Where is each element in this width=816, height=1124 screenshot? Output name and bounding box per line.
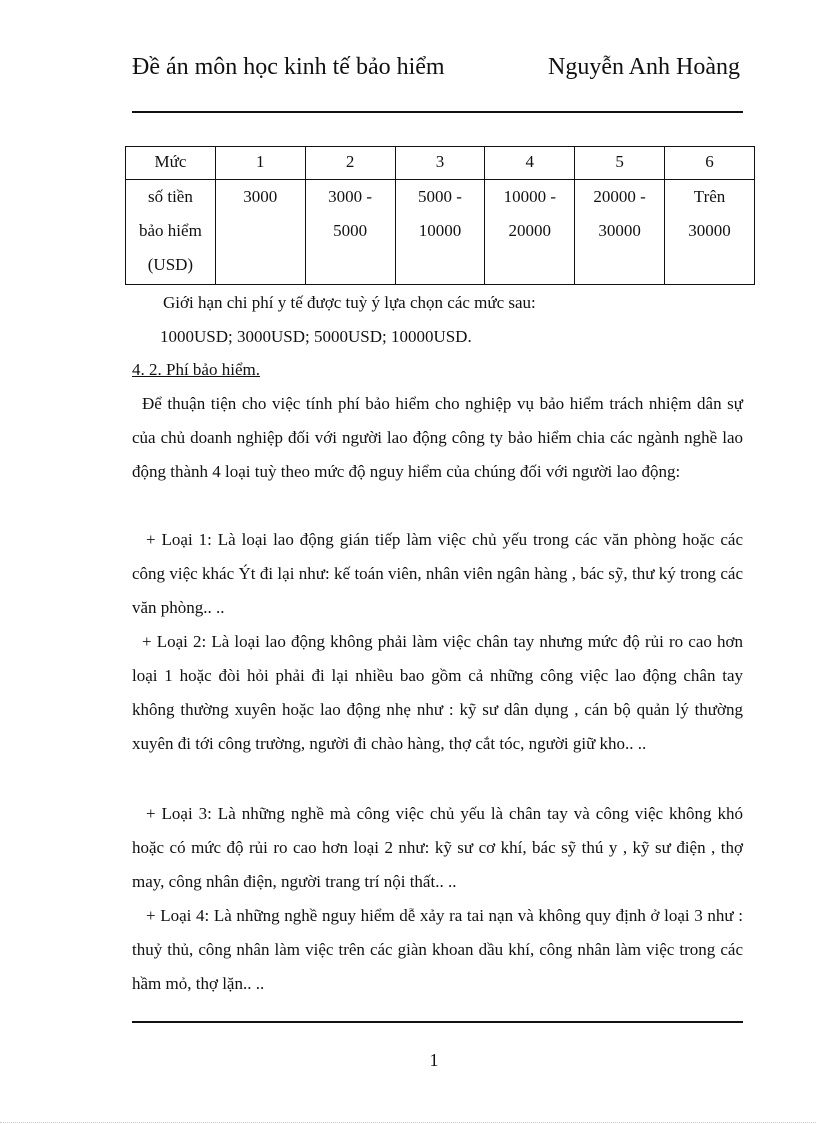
section-title: 4. 2. Phí bảo hiểm. (132, 360, 260, 379)
table-cell (485, 180, 575, 285)
cell-line: 3000 - (328, 187, 373, 206)
cell-line: 5000 (333, 221, 368, 240)
table-header-cell: 1 (215, 147, 305, 180)
type-1-paragraph: + Loại 1: Là loại lao động gián tiếp làm việc chủ yếu trong các văn phòng hoặc các công việc khác Ýt đi lại như: kế toán viên, nhân viên ngân hàng , bác sỹ, thư ký trong các văn phòng.. .. (132, 530, 743, 617)
page-number: 1 (429, 1050, 439, 1070)
coverage-level-table (125, 146, 755, 285)
author-name: Nguyễn Anh Hoàng (548, 54, 740, 80)
table-header-cell: 3 (395, 147, 485, 180)
table-header-cell: 4 (485, 147, 575, 180)
row-label-line: bảo hiểm (139, 221, 202, 240)
cell-line: 20000 (508, 221, 552, 240)
cell-line: Trên (693, 187, 726, 206)
table-header-cell: Mức (126, 147, 216, 180)
table-cell (665, 180, 755, 285)
type-4-paragraph: + Loại 4: Là những nghề nguy hiểm dễ xảy ra tai nạn và không quy định ở loại 3 như : thuỷ thủ, công nhân làm việc trên các giàn khoan dầu khí, công nhân làm việc trong các hầm mỏ, thợ lặn.. .. (132, 906, 743, 993)
type-2-paragraph: + Loại 2: Là loại lao động không phải làm việc chân tay nhưng mức độ rủi ro cao hơn loại 1 hoặc đòi hỏi phải đi lại nhiều bao gồm cả những công việc lao động chân tay không thường xuyên hoặc lao động nhẹ như : kỹ sư dân dụng , cán bộ quản lý thường xuyên đi tới công trường, người đi chào hàng, thợ cắt tóc, người giữ kho.. .. (132, 632, 743, 753)
row-label-line: (USD) (147, 255, 194, 274)
intro-paragraph: Để thuận tiện cho việc tính phí bảo hiểm cho nghiệp vụ bảo hiểm trách nhiệm dân sự của chủ doanh nghiệp đối với người lao động công ty bảo hiểm chia các ngành nghề lao động thành 4 loại tuỳ theo mức độ nguy hiểm của chúng đối với người lao động: (132, 394, 743, 481)
cell-line: 20000 - (593, 187, 646, 206)
table-cell (575, 180, 665, 285)
table-header-cell: 2 (305, 147, 395, 180)
cell-line: 10000 - (503, 187, 556, 206)
cell-line: 10000 (418, 221, 462, 240)
table-cell (215, 180, 305, 285)
table-row (126, 180, 755, 285)
table-cell (305, 180, 395, 285)
table-cell (395, 180, 485, 285)
header-rule (132, 111, 743, 113)
row-label-line: số tiền (147, 187, 193, 206)
medical-limit-line: Giới hạn chi phí y tế được tuỳ ý lựa chọn các mức sau: (163, 293, 536, 312)
footer-rule (132, 1021, 743, 1023)
cell-line: 30000 (598, 221, 641, 240)
document-title: Đề án môn học kinh tế bảo hiểm (132, 54, 445, 80)
table-header-cell: 5 (575, 147, 665, 180)
type-3-paragraph: + Loại 3: Là những nghề mà công việc chủ yếu là chân tay và công việc không khó hoặc có mức độ rủi ro cao hơn loại 2 như: kỹ sư cơ khí, bác sỹ thú y , kỹ sư điện , thợ may, công nhân điện, người trang trí nội thất.. .. (132, 804, 743, 891)
medical-limit-values: 1000USD; 3000USD; 5000USD; 10000USD. (160, 327, 472, 346)
table-header-row (126, 147, 755, 180)
row-label-cell (126, 180, 216, 285)
cell-line: 5000 - (417, 187, 462, 206)
cell-line: 30000 (688, 221, 731, 240)
table-header-cell: 6 (665, 147, 755, 180)
cell-line: 3000 (243, 187, 278, 206)
